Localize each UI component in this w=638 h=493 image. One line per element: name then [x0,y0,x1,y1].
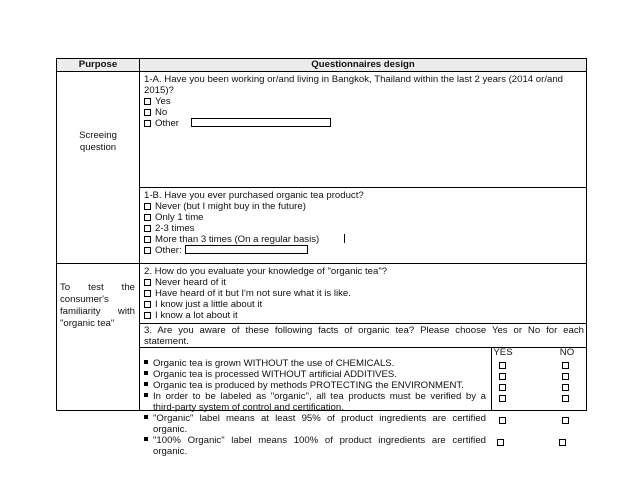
no-checkbox-4[interactable] [562,393,573,404]
statement-text: Organic tea is produced by methods PROTECTING the ENVIRONMENT. [153,380,464,391]
option-label: Other: [155,245,182,256]
question-1a-text-line2: 2015)? [144,85,174,96]
option-2-3-times[interactable] [144,223,584,234]
statement-item [144,435,486,457]
screening-purpose [57,130,139,154]
option-more-than-3[interactable] [144,234,584,245]
statement-text-cont: third-party system of control and certification. [153,402,344,413]
option-never[interactable] [144,201,584,212]
checkbox-icon[interactable] [499,373,506,380]
statement-item [144,413,486,435]
checkbox-icon[interactable] [144,312,151,319]
checkbox-icon[interactable] [144,98,151,105]
option-label: More than 3 times (On a regular basis) [155,234,320,245]
questionnaire-table [56,58,587,457]
checkbox-icon[interactable] [499,384,506,391]
statement-text-cont: organic. [153,424,188,435]
checkbox-icon[interactable] [562,395,569,402]
question-2-text: 2. How do you evaluate your knowledge of "organic tea"? [144,266,388,277]
statement-text-cont: organic. [153,446,188,457]
yes-checkbox-6[interactable] [497,437,508,448]
option-label: Never heard of it [155,277,226,288]
checkbox-icon[interactable] [562,362,569,369]
question-3 [144,325,584,347]
checkbox-icon[interactable] [562,384,569,391]
statement-item [144,358,486,369]
row-divider [140,323,586,324]
checkbox-icon[interactable] [144,120,151,127]
yes-checkbox-5[interactable] [499,415,510,426]
option-label: Other [155,118,179,129]
yes-checkbox-3[interactable] [499,382,510,393]
section-divider [57,263,586,264]
checkbox-icon[interactable] [144,109,151,116]
other-text-field[interactable] [185,245,308,254]
checkbox-icon[interactable] [499,417,506,424]
familiarity-purpose [60,282,135,330]
option-label: 2-3 times [155,223,195,234]
statement-text: "100% Organic" label means 100% of product ingredients are certified [153,435,486,446]
option-yes[interactable] [144,96,584,107]
familiarity-purpose-line3: familiarity with [60,306,135,317]
field-edge [343,234,345,243]
option-label: No [155,107,168,118]
screening-purpose-line2: question [79,142,117,153]
other-text-field[interactable] [191,118,331,127]
row-divider [140,187,586,188]
checkbox-icon[interactable] [562,417,569,424]
checkbox-icon[interactable] [144,290,151,297]
no-checkbox-5[interactable] [562,415,573,426]
question-3-text-line1: 3. Are you aware of these following facts of organic tea? Please choose Yes or No for each [144,325,584,336]
checkbox-icon[interactable] [144,279,151,286]
checkbox-icon[interactable] [144,203,151,210]
option-other[interactable] [144,118,584,129]
question-1a-text-line1: 1-A. Have you been working or/and living in Bangkok, Thailand within the last 2 years (2014 or/and [144,74,563,85]
statement-text: In order to be labeled as "organic", all tea products must be verified by a [153,391,486,402]
checkbox-icon[interactable] [497,439,504,446]
no-header: NO [559,347,575,358]
checkbox-icon[interactable] [144,236,151,243]
statement-text: "Organic" label means at least 95% of product ingredients are certified [153,413,486,424]
column-divider [139,59,140,410]
header-design: Questionnaires design [140,59,586,72]
checkbox-icon[interactable] [144,247,151,254]
option-never-heard[interactable] [144,277,584,288]
option-no[interactable] [144,107,584,118]
row-divider [140,347,586,348]
statement-item [144,380,486,391]
statement-text: Organic tea is grown WITHOUT the use of CHEMICALS. [153,358,395,369]
bullet-icon [144,382,148,386]
familiarity-purpose-line1: To test the [60,282,135,293]
option-label: Have heard of it but I'm not sure what it is like. [155,288,351,299]
checkbox-icon[interactable] [144,214,151,221]
option-label: I know a lot about it [155,310,238,321]
bullet-icon [144,437,148,441]
familiarity-purpose-line2: consumer's [60,294,109,305]
checkbox-icon[interactable] [559,439,566,446]
yes-no-divider [491,347,492,410]
checkbox-icon[interactable] [499,362,506,369]
screening-purpose-line1: Screeing [79,130,117,141]
no-checkbox-3[interactable] [562,382,573,393]
question-1a [144,74,584,129]
statement-item [144,391,486,413]
header-purpose: Purpose [57,59,139,72]
question-2 [144,266,584,321]
statement-item [144,369,486,380]
option-heard-not-sure[interactable] [144,288,584,299]
question-1b [144,190,584,256]
checkbox-icon[interactable] [144,301,151,308]
yes-checkbox-1[interactable] [499,360,510,371]
checkbox-icon[interactable] [562,373,569,380]
option-know-lot[interactable] [144,310,584,321]
familiarity-purpose-line4: "organic tea" [60,318,115,329]
checkbox-icon[interactable] [499,395,506,402]
yes-checkbox-4[interactable] [499,393,510,404]
option-label: I know just a little about it [155,299,263,310]
no-checkbox-1[interactable] [562,360,573,371]
question-3-text-line2: statement. [144,336,189,347]
option-know-little[interactable] [144,299,584,310]
question-1b-text: 1-B. Have you ever purchased organic tea product? [144,190,364,201]
option-label: Never (but I might buy in the future) [155,201,306,212]
bullet-icon [144,360,148,364]
option-label: Yes [155,96,171,107]
yes-checkbox-2[interactable] [499,371,510,382]
statement-text: Organic tea is processed WITHOUT artificial ADDITIVES. [153,369,397,380]
bullet-icon [144,371,148,375]
no-checkbox-6[interactable] [559,437,570,448]
option-other-b[interactable] [144,245,584,256]
option-label: Only 1 time [155,212,204,223]
checkbox-icon[interactable] [144,225,151,232]
bullet-icon [144,415,148,419]
option-only-1-time[interactable] [144,212,584,223]
bullet-icon [144,393,148,397]
no-checkbox-2[interactable] [562,371,573,382]
yes-header: YES [493,347,513,358]
